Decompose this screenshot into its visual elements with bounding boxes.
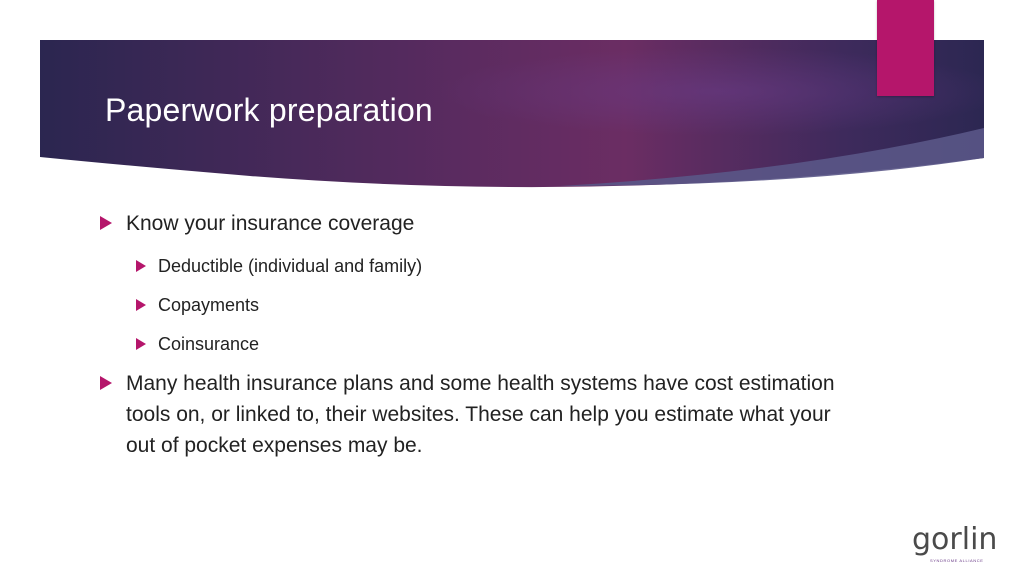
bullet-list [100, 205, 860, 461]
bullet-item [100, 368, 860, 461]
slide-title: Paperwork preparation [105, 92, 433, 128]
logo-subtitle: SYNDROME ALLIANCE [930, 558, 984, 563]
triangle-bullet-icon [100, 376, 112, 390]
sub-bullet-item [100, 254, 860, 278]
triangle-bullet-icon [136, 299, 146, 311]
sub-bullet-text: Copayments [158, 295, 260, 315]
bullet-text: Many health insurance plans and some health systems have cost estimation tools on, or linked to, their websites. These can help you estimate what your out of pocket expenses may be. [126, 372, 835, 457]
accent-tab [877, 0, 934, 96]
sub-bullet-text: Deductible (individual and family) [158, 256, 423, 276]
triangle-bullet-icon [136, 338, 146, 350]
gorlin-logo [912, 522, 998, 564]
sub-bullet-item [100, 293, 860, 317]
bullet-item [100, 208, 860, 239]
triangle-bullet-icon [100, 216, 112, 230]
triangle-bullet-icon [136, 260, 146, 272]
sub-bullet-text: Coinsurance [158, 334, 260, 354]
sub-bullet-item [100, 332, 860, 356]
logo-wordmark: gorlin [912, 522, 998, 557]
bullet-text: Know your insurance coverage [126, 212, 415, 235]
